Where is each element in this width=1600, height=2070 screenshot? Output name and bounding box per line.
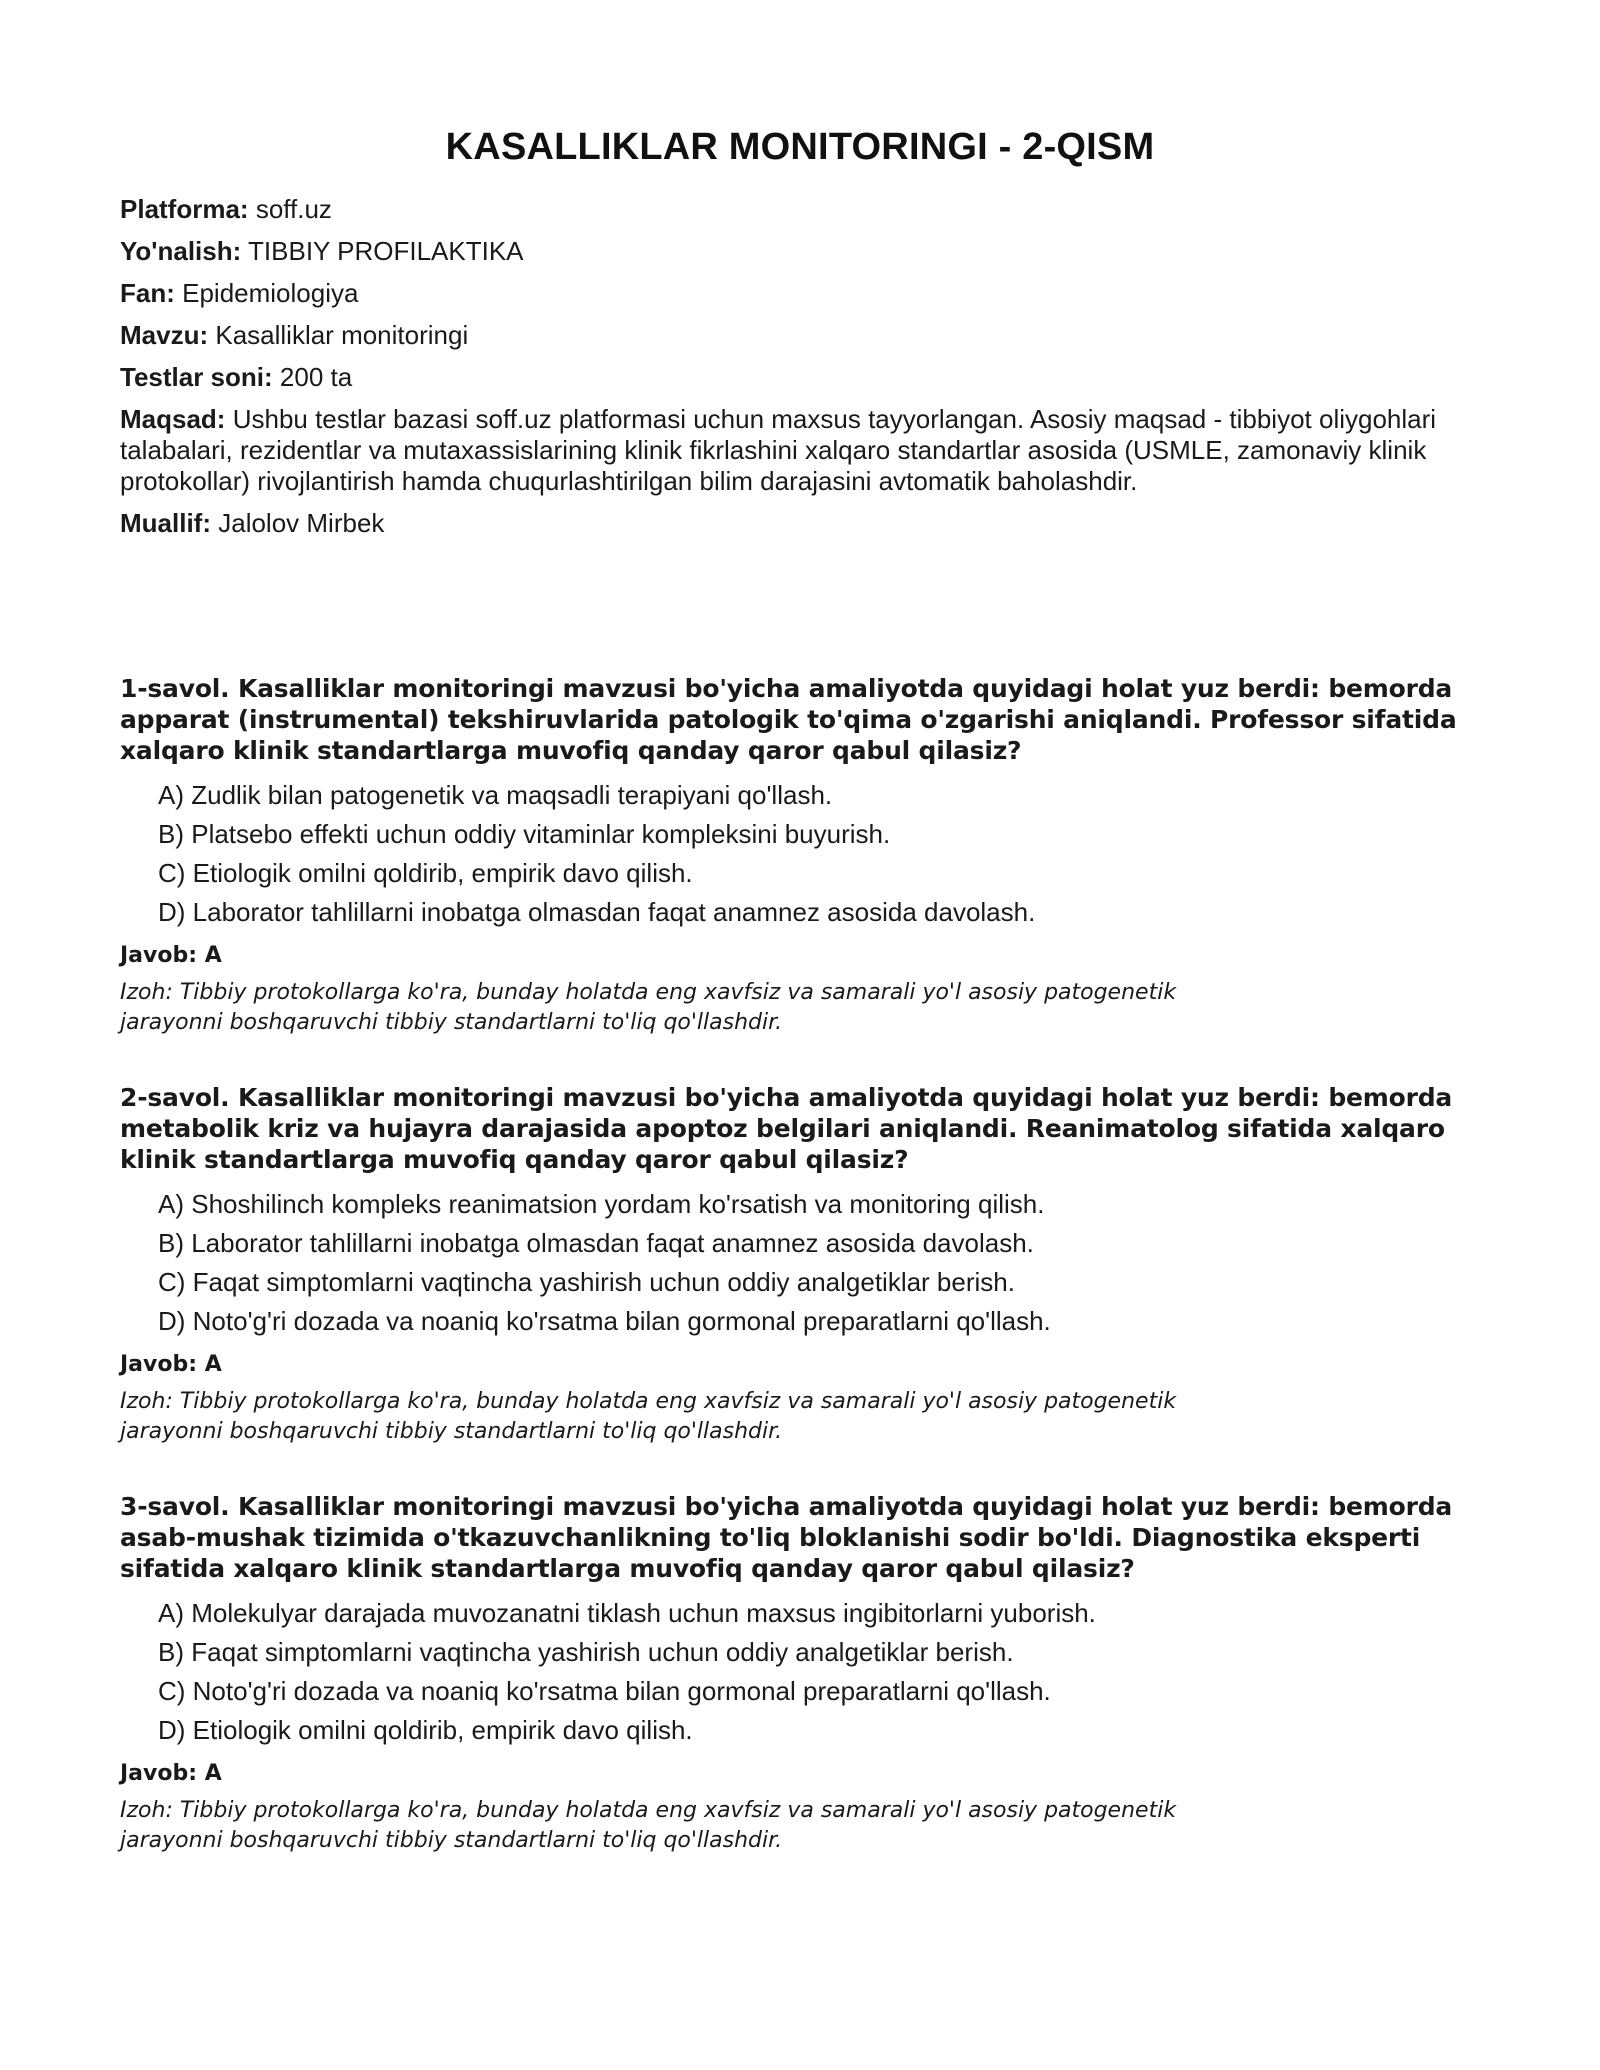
meta-label: Fan: xyxy=(120,278,175,308)
question-text: 3-savol. Kasalliklar monitoringi mavzusi bo'yicha amaliyotda quyidagi holat yuz berdi: bemorda asab-mushak tizimida o'tkazuvchanlikning to'liq bloklanishi sodir bo'ldi. Diagnostika eksperti sifatida xalqaro klinik standartlarga muvofiq qanday qaror qabul qilasiz? xyxy=(120,1492,1453,1583)
question-text: 1-savol. Kasalliklar monitoringi mavzusi bo'yicha amaliyotda quyidagi holat yuz berdi: bemorda apparat (instrumental) tekshiruvlarida patologik to'qima o'zgarishi aniqlandi. Professor sifatida xalqaro klinik standartlarga muvofiq qanday qaror qabul qilasiz? xyxy=(120,674,1457,765)
option-c: C) Noto'g'ri dozada va noaniq ko'rsatma bilan gormonal preparatlarni qo'llash. xyxy=(158,1676,1051,1706)
option-c: C) Faqat simptomlarni vaqtincha yashirish uchun oddiy analgetiklar berish. xyxy=(158,1267,1015,1297)
meta-direction xyxy=(120,236,1480,267)
option-b: B) Faqat simptomlarni vaqtincha yashirish uchun oddiy analgetiklar berish. xyxy=(158,1637,1014,1667)
option-a: A) Shoshilinch kompleks reanimatsion yordam ko'rsatish va monitoring qilish. xyxy=(158,1189,1045,1219)
meta-label: Testlar soni: xyxy=(120,362,273,392)
meta-label: Yo'nalish: xyxy=(120,236,242,266)
meta-subject xyxy=(120,278,1480,309)
meta-value: Jalolov Mirbek xyxy=(218,508,385,538)
meta-value: TIBBIY PROFILAKTIKA xyxy=(248,236,524,266)
options-list xyxy=(120,1185,1480,1341)
answer-label: Javob: A xyxy=(120,1761,222,1786)
metadata-block xyxy=(120,194,1480,539)
question-item xyxy=(120,1082,1480,1447)
answer-label: Javob: A xyxy=(120,1352,222,1377)
meta-label: Mavzu: xyxy=(120,320,209,350)
meta-value: Ushbu testlar bazasi soff.uz platformasi uchun maxsus tayyorlangan. Asosiy maqsad - tibbiyot oliygohlari talabalari, rezidentlar va mutaxassislarining klinik fikrlashini xalqaro standartlar asosida (USMLE, zamonaviy klinik protokollar) rivojlantirish hamda chuqurlashtirilgan bilim darajasini avtomatik baholashdir. xyxy=(120,404,1437,496)
explanation-note: Izoh: Tibbiy protokollarga ko'ra, bunday holatda eng xavfsiz va samarali yo'l asosiy patogenetik jarayonni boshqaruvchi tibbiy standartlarni to'liq qo'llashdir. xyxy=(120,1798,1177,1853)
explanation-note: Izoh: Tibbiy protokollarga ko'ra, bunday holatda eng xavfsiz va samarali yo'l asosiy patogenetik jarayonni boshqaruvchi tibbiy standartlarni to'liq qo'llashdir. xyxy=(120,980,1177,1035)
answer-label: Javob: A xyxy=(120,943,222,968)
document-title: KASALLIKLAR MONITORINGI - 2-QISM xyxy=(445,126,1155,168)
meta-topic xyxy=(120,320,1480,351)
options-list xyxy=(120,776,1480,932)
option-c: C) Etiologik omilni qoldirib, empirik davo qilish. xyxy=(158,858,693,888)
meta-platform xyxy=(120,194,1480,225)
option-a: A) Molekulyar darajada muvozanatni tiklash uchun maxsus ingibitorlarni yuborish. xyxy=(158,1598,1096,1628)
option-b: B) Platsebo effekti uchun oddiy vitaminlar kompleksini buyurish. xyxy=(158,819,891,849)
option-b: B) Laborator tahlillarni inobatga olmasdan faqat anamnez asosida davolash. xyxy=(158,1228,1034,1258)
document-page xyxy=(120,0,1480,1853)
option-a: A) Zudlik bilan patogenetik va maqsadli terapiyani qo'llash. xyxy=(158,780,833,810)
meta-value: Epidemiologiya xyxy=(182,278,359,308)
meta-value: soff.uz xyxy=(255,194,332,224)
meta-author xyxy=(120,508,1480,539)
option-d: D) Laborator tahlillarni inobatga olmasdan faqat anamnez asosida davolash. xyxy=(158,897,1036,927)
question-item xyxy=(120,673,1480,1038)
meta-label: Platforma: xyxy=(120,194,249,224)
questions-list xyxy=(120,673,1480,1900)
meta-label: Maqsad: xyxy=(120,404,226,434)
explanation-note: Izoh: Tibbiy protokollarga ko'ra, bunday holatda eng xavfsiz va samarali yo'l asosiy patogenetik jarayonni boshqaruvchi tibbiy standartlarni to'liq qo'llashdir. xyxy=(120,1389,1177,1444)
meta-purpose xyxy=(120,404,1480,497)
meta-value: 200 ta xyxy=(279,362,353,392)
question-item xyxy=(120,1491,1480,1856)
meta-test-count xyxy=(120,362,1480,393)
options-list xyxy=(120,1594,1480,1750)
option-d: D) Etiologik omilni qoldirib, empirik davo qilish. xyxy=(158,1715,693,1745)
meta-label: Muallif: xyxy=(120,508,211,538)
meta-value: Kasalliklar monitoringi xyxy=(215,320,469,350)
option-d: D) Noto'g'ri dozada va noaniq ko'rsatma bilan gormonal preparatlarni qo'llash. xyxy=(158,1306,1051,1336)
question-text: 2-savol. Kasalliklar monitoringi mavzusi bo'yicha amaliyotda quyidagi holat yuz berdi: bemorda metabolik kriz va hujayra darajasida apoptoz belgilari aniqlandi. Reanimatolog sifatida xalqaro klinik standartlarga muvofiq qanday qaror qabul qilasiz? xyxy=(120,1083,1453,1174)
